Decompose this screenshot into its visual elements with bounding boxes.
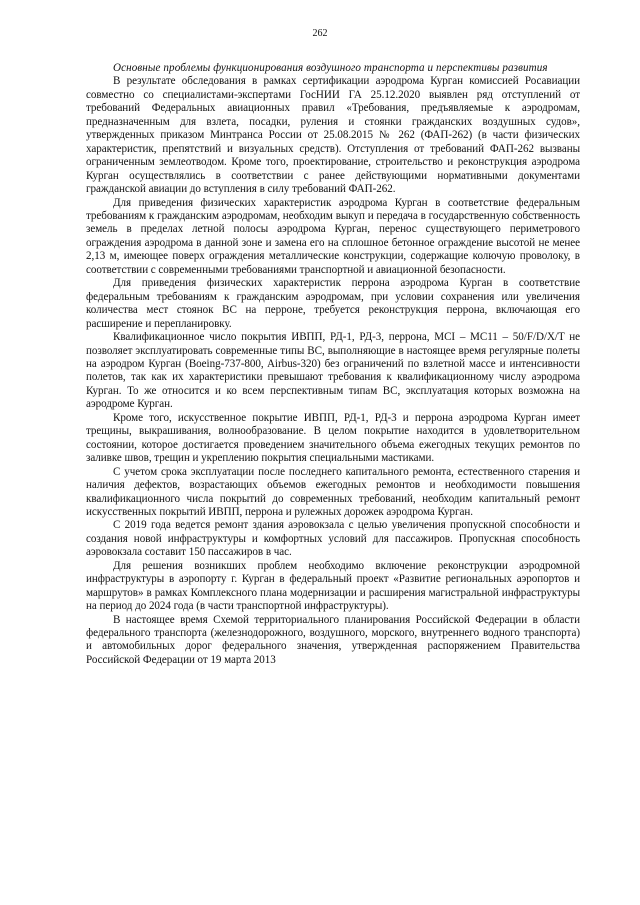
section-heading: Основные проблемы функционирования воздушного транспорта и перспективы развития [113, 62, 548, 74]
page-number: 262 [312, 28, 328, 39]
paragraph-terminal-renovation: С 2019 года ведется ремонт здания аэровокзала с целью увеличения пропускной способности и создания новой инфраструктуры и комфортных условий для пассажиров. Пропускная способность аэровокзала составит 150 пассажиров в час. [86, 519, 580, 559]
paragraph-federal-project: Для решения возникших проблем необходимо включение реконструкции аэродромной инфраструктуры в аэропорту г. Курган в федеральный проект «Развитие региональных аэропортов и маршрутов» в рамках Комплексного плана модернизации и расширения магистральной инфраструктуры на период до 2024 года (в части транспортной инфраструктуры). [86, 559, 580, 613]
paragraph-territorial-planning: В настоящее время Схемой территориального планирования Российской Федерации в области федерального транспорта (железнодорожного, воздушного, морского, внутреннего водного транспорта) и автомобильных дорог федерального значения, утвержденная распоряжением Правительства Российской Федерации от 19 марта 2013 [86, 613, 580, 666]
paragraph-land-acquisition: Для приведения физических характеристик аэродрома Курган в соответствие федеральным требованиям к гражданским аэродромам, необходим выкуп и передача в государственную собственность земель в пределах летной полосы аэродрома Курган, перенос существующего периметрового ограждения аэродрома в данной зоне и замена его на сплошное бетонное ограждение высотой не менее 2,13 м, имеющее поверх ограждения металлические конструкции, содержащие колючую проволоку, в соответствии с современными требованиями транспортной и авиационной безопасности. [86, 196, 580, 276]
paragraph-capital-repair: С учетом срока эксплуатации после последнего капитального ремонта, естественного старения и наличия дефектов, возрастающих объемов ежегодных ремонтов и необходимости повышения квалификационного числа покрытий до современных требований, необходим капитальный ремонт искусственных покрытий ИВПП, перрона и рулежных дорожек аэродрома Курган. [86, 465, 580, 518]
paragraph-pavement-classification: Квалификационное число покрытия ИВПП, РД-1, РД-3, перрона, MCI – MC11 – 50/F/D/X/T не позволяет эксплуатировать современные типы ВС, выполняющие в настоящее время регулярные полеты на аэродром Курган (Boeing-737-800, Airbus-320) без ограничений по взлетной массе и интенсивности полетов, так как их характеристики превышают требования к квалификационному числу аэродрома Курган. То же относится и ко всем перспективным типам ВС, эксплуатация которых возможна на аэродроме Курган. [86, 331, 580, 411]
paragraph-certification-findings: В результате обследования в рамках сертификации аэродрома Курган комиссией Росавиации совместно со специалистами-экспертами ГосНИИ ГА 25.12.2020 выявлен ряд отступлений от требований Федеральных авиационных правил «Требования, предъявляемые к аэродромам, предназначенным для взлета, посадки, руления и стоянки гражданских воздушных судов», утвержденных приказом Минтранса России от 25.08.2015 № 262 (ФАП-262) (в части физических характеристик, препятствий и визуальных средств). Отступления от требований ФАП-262 вызваны ограниченным землеотводом. Кроме того, проектирование, строительство и реконструкция аэродрома Курган осуществлялись в соответствии с ранее действующими нормативными документами гражданской авиации до вступления в силу требований ФАП-262. [86, 75, 580, 196]
paragraph-apron-reconstruction: Для приведения физических характеристик перрона аэродрома Курган в соответствие федеральным требованиям к гражданским аэродромам, при условии сохранения или увеличения количества мест стоянок ВС на перроне, требуется реконструкция перрона, включающая его расширение и перепланировку. [86, 277, 580, 330]
paragraph-pavement-condition: Кроме того, искусственное покрытие ИВПП, РД-1, РД-3 и перрона аэродрома Курган имеет трещины, выкрашивания, волнообразование. В целом покрытие находится в удовлетворительном состоянии, которое достигается проведением значительного объема ежегодных текущих ремонтов по заливке швов, трещин и укреплению покрытия специальными мастиками. [86, 411, 580, 465]
document-body [86, 62, 580, 667]
